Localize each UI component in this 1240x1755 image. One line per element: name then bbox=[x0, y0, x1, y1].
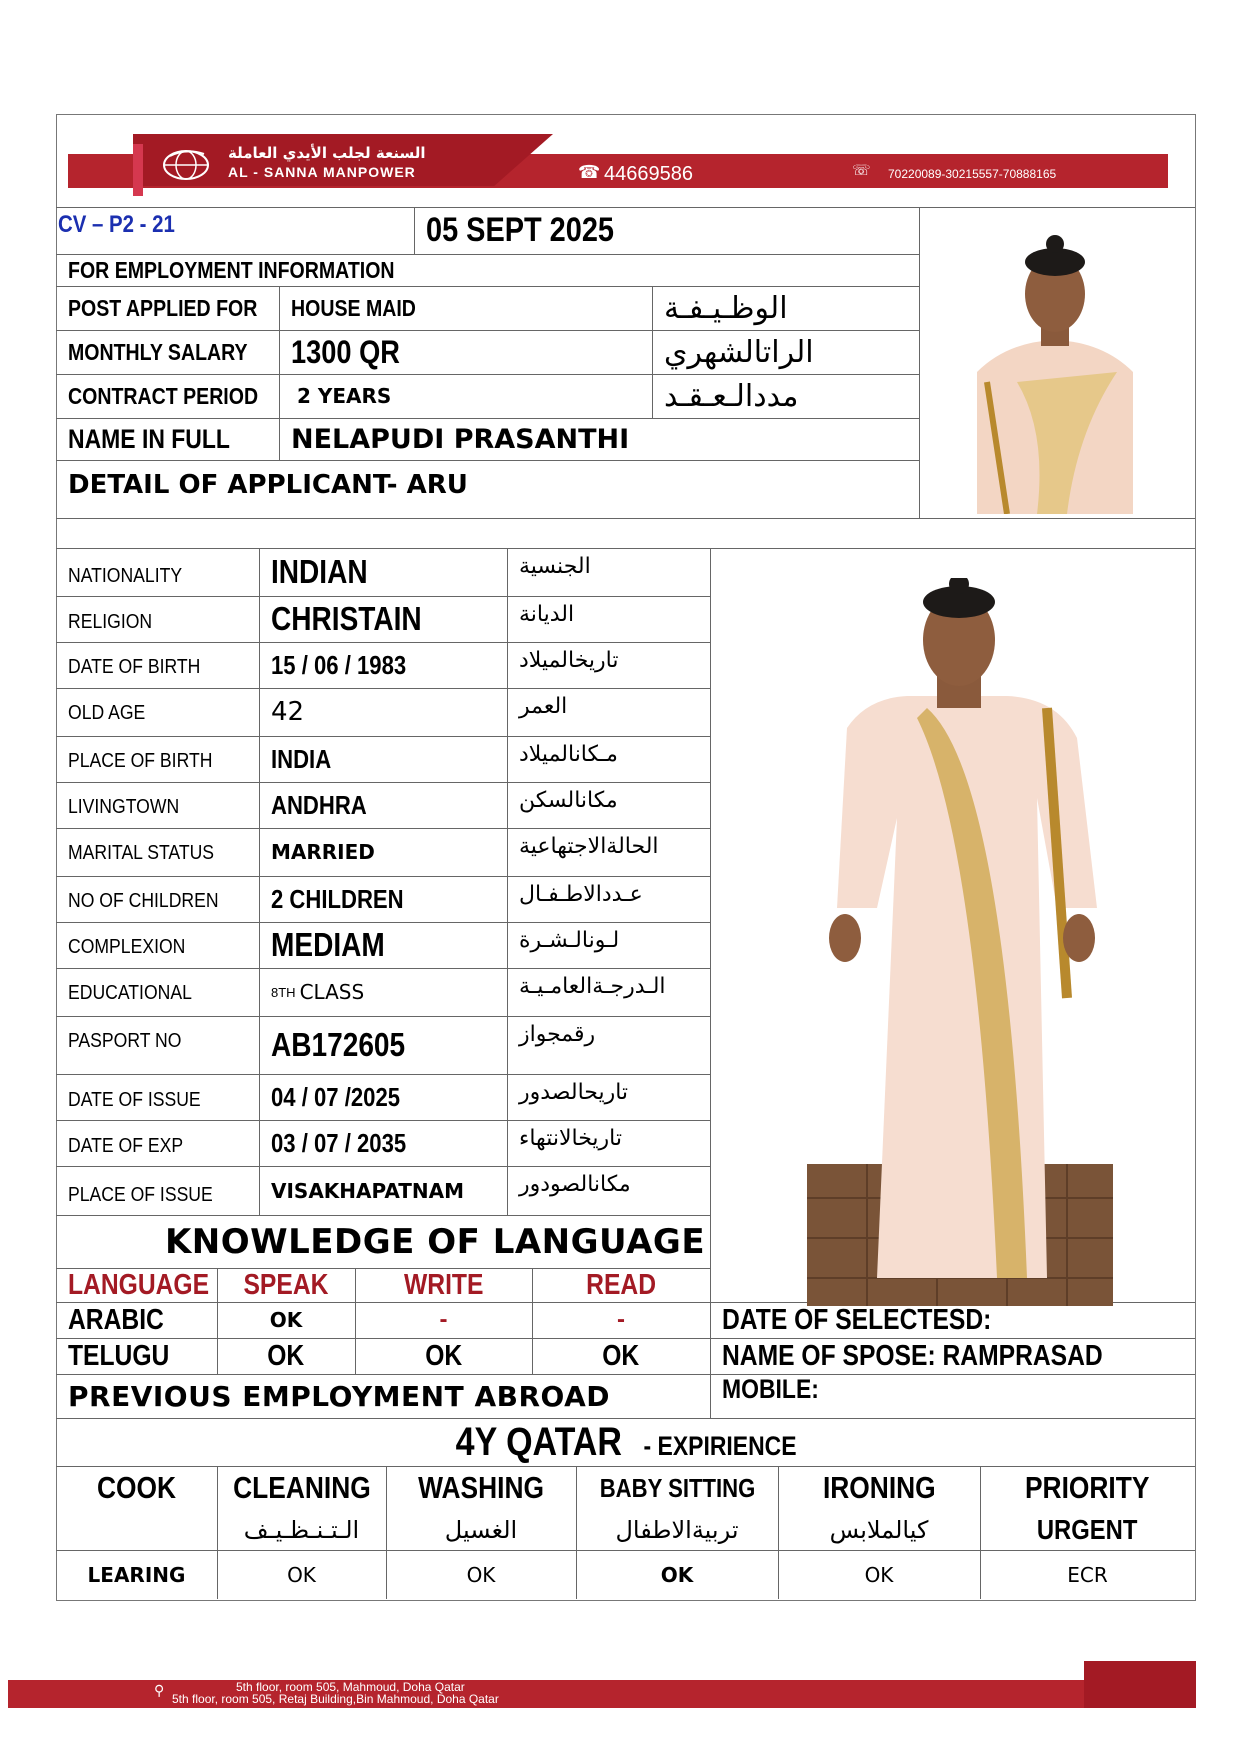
salary-label-ar: الراتالشهري bbox=[664, 334, 814, 370]
detail-label: EDUCATIONAL bbox=[68, 982, 192, 1004]
location-pin-icon: ⚲ bbox=[154, 1682, 165, 1698]
phone-number: 44669586 bbox=[604, 163, 693, 185]
detail-label: MARITAL STATUS bbox=[68, 842, 215, 864]
skill-header-ar: كيالملابس bbox=[829, 1516, 929, 1544]
mobile-label: MOBILE: bbox=[722, 1373, 819, 1404]
detail-value: 04 / 07 /2025 bbox=[271, 1081, 401, 1112]
detail-value: ANDHRA bbox=[271, 789, 367, 820]
mobile-icon: ☏ bbox=[852, 162, 871, 179]
contract-value: 2 YEARS bbox=[297, 384, 392, 408]
post-label: POST APPLIED FOR bbox=[68, 294, 258, 321]
company-name-ar: السنعة لجلب الأيدي العاملة bbox=[228, 144, 426, 162]
detail-label-ar: رقمجواز bbox=[519, 1022, 596, 1047]
cv-code: CV – P2 - 21 bbox=[58, 211, 175, 238]
telugu-write: OK bbox=[425, 1339, 462, 1372]
skill-value: ECR bbox=[1067, 1562, 1108, 1587]
post-label-ar: الوظـيـفـة bbox=[664, 290, 788, 326]
detail-value: MEDIAM bbox=[271, 926, 385, 963]
detail-value: AB172605 bbox=[271, 1026, 406, 1063]
skill-header: PRIORITY bbox=[1025, 1470, 1150, 1505]
detail-value: CLASS bbox=[299, 980, 365, 1004]
previous-experience: 4Y QATAR bbox=[455, 1419, 622, 1464]
skill-header-ar: الـتـنـظـيـف bbox=[243, 1516, 360, 1544]
mobile-numbers: 70220089-30215557-70888165 bbox=[888, 167, 1057, 181]
lang-header-write: WRITE bbox=[403, 1268, 484, 1301]
skill-header-ar: تربيةالاطفال bbox=[615, 1516, 739, 1544]
arabic-read: - bbox=[617, 1306, 625, 1333]
employment-section-title: FOR EMPLOYMENT INFORMATION bbox=[68, 256, 395, 283]
applicant-photo-small bbox=[967, 232, 1143, 514]
detail-value: INDIAN bbox=[271, 553, 368, 590]
skill-header: WASHING bbox=[418, 1470, 544, 1505]
detail-label: RELIGION bbox=[68, 611, 153, 633]
spouse-name: NAME OF SPOSE: RAMPRASAD bbox=[722, 1339, 1103, 1372]
contract-label-ar: مددالـعـقـد bbox=[664, 378, 799, 414]
company-name-en: AL - SANNA MANPOWER bbox=[228, 164, 416, 180]
detail-value: VISAKHAPATNAM bbox=[271, 1178, 465, 1203]
name-value: NELAPUDI PRASANTHI bbox=[291, 423, 630, 455]
detail-label: PLACE OF BIRTH bbox=[68, 750, 213, 772]
detail-label: LIVINGTOWN bbox=[68, 796, 180, 818]
detail-value: 15 / 06 / 1983 bbox=[271, 649, 407, 680]
phone-icon: ☎ bbox=[578, 162, 601, 182]
language-title: KNOWLEDGE OF LANGUAGE bbox=[164, 1221, 706, 1262]
detail-title: DETAIL OF APPLICANT- ARU bbox=[68, 470, 468, 500]
skill-value: OK bbox=[466, 1562, 496, 1587]
detail-label: DATE OF ISSUE bbox=[68, 1089, 201, 1111]
detail-value: MARRIED bbox=[271, 840, 375, 864]
skill-header: IRONING bbox=[822, 1470, 936, 1505]
detail-label-ar: تاريخالميلاد bbox=[519, 648, 619, 673]
footer-address-2: 5th floor, room 505, Retaj Building,Bin Mahmoud, Doha Qatar bbox=[172, 1692, 499, 1706]
skill-header: BABY SITTING bbox=[599, 1472, 755, 1503]
lang-arabic: ARABIC bbox=[68, 1303, 164, 1336]
detail-label: NO OF CHILDREN bbox=[68, 890, 219, 912]
salary-value: 1300 QR bbox=[291, 333, 400, 370]
skill-row-label: LEARING bbox=[87, 1562, 186, 1587]
detail-value: INDIA bbox=[271, 743, 332, 774]
detail-label-ar: مـكانالميلاد bbox=[519, 742, 618, 767]
skill-value: OK bbox=[660, 1562, 694, 1587]
detail-value: CHRISTAIN bbox=[271, 600, 422, 637]
contract-label: CONTRACT PERIOD bbox=[68, 382, 259, 409]
lang-header-language: LANGUAGE bbox=[68, 1268, 210, 1301]
lang-header-read: READ bbox=[586, 1268, 656, 1301]
detail-value: 2 CHILDREN bbox=[271, 883, 404, 914]
detail-label: OLD AGE bbox=[68, 702, 146, 724]
applicant-photo-full bbox=[807, 578, 1113, 1306]
detail-label-ar: مكانالصودور bbox=[519, 1172, 631, 1197]
detail-label-ar: الديانة bbox=[519, 602, 575, 627]
salary-label: MONTHLY SALARY bbox=[68, 338, 248, 365]
skill-header-ar: الغسيل bbox=[444, 1516, 518, 1544]
date-selected: DATE OF SELECTESD: bbox=[722, 1303, 992, 1336]
footer-address-1: 5th floor, room 505, Mahmoud, Doha Qatar bbox=[236, 1680, 465, 1694]
name-label: NAME IN FULL bbox=[68, 423, 230, 454]
detail-label-ar: مكانالسكن bbox=[519, 788, 618, 813]
detail-label-ar: الجنسية bbox=[519, 554, 591, 579]
detail-label-ar: الحالةالاجتهاعية bbox=[519, 834, 659, 859]
skill-header: CLEANING bbox=[232, 1470, 371, 1505]
arabic-speak: OK bbox=[269, 1308, 303, 1332]
cv-date: 05 SEPT 2025 bbox=[426, 211, 614, 249]
lang-header-speak: SPEAK bbox=[243, 1268, 329, 1301]
detail-label: PASPORT NO bbox=[68, 1030, 182, 1052]
detail-label-ar: العمر bbox=[519, 694, 568, 719]
telugu-read: OK bbox=[602, 1339, 640, 1372]
detail-label-ar: تاريحالصدور bbox=[519, 1080, 629, 1105]
skill-value: OK bbox=[864, 1562, 894, 1587]
detail-label: DATE OF EXP bbox=[68, 1135, 184, 1157]
detail-label: DATE OF BIRTH bbox=[68, 656, 201, 678]
detail-label-ar: الـدرجـةالعامـيـة bbox=[519, 974, 666, 999]
detail-label: PLACE OF ISSUE bbox=[68, 1184, 213, 1206]
previous-title: PREVIOUS EMPLOYMENT ABROAD bbox=[68, 1379, 610, 1413]
arabic-write: - bbox=[439, 1306, 448, 1333]
detail-value: 42 bbox=[271, 697, 305, 727]
detail-label-ar: تاريخالانتهاء bbox=[519, 1126, 622, 1151]
detail-value: 03 / 07 / 2035 bbox=[271, 1127, 407, 1158]
skill-header-ar: URGENT bbox=[1037, 1514, 1138, 1545]
detail-label: NATIONALITY bbox=[68, 565, 183, 587]
skill-value: OK bbox=[287, 1562, 316, 1587]
previous-suffix: - EXPIRIENCE bbox=[643, 1430, 797, 1461]
telugu-speak: OK bbox=[267, 1339, 305, 1372]
detail-value-sup: 8TH bbox=[271, 984, 296, 1000]
lang-telugu: TELUGU bbox=[68, 1339, 170, 1372]
detail-label: COMPLEXION bbox=[68, 936, 186, 958]
post-value: HOUSE MAID bbox=[291, 294, 416, 321]
skill-header: COOK bbox=[96, 1470, 177, 1505]
detail-label-ar: لـونالـشـرة bbox=[519, 928, 620, 953]
detail-label-ar: عـددالاطـفـال bbox=[519, 882, 643, 907]
